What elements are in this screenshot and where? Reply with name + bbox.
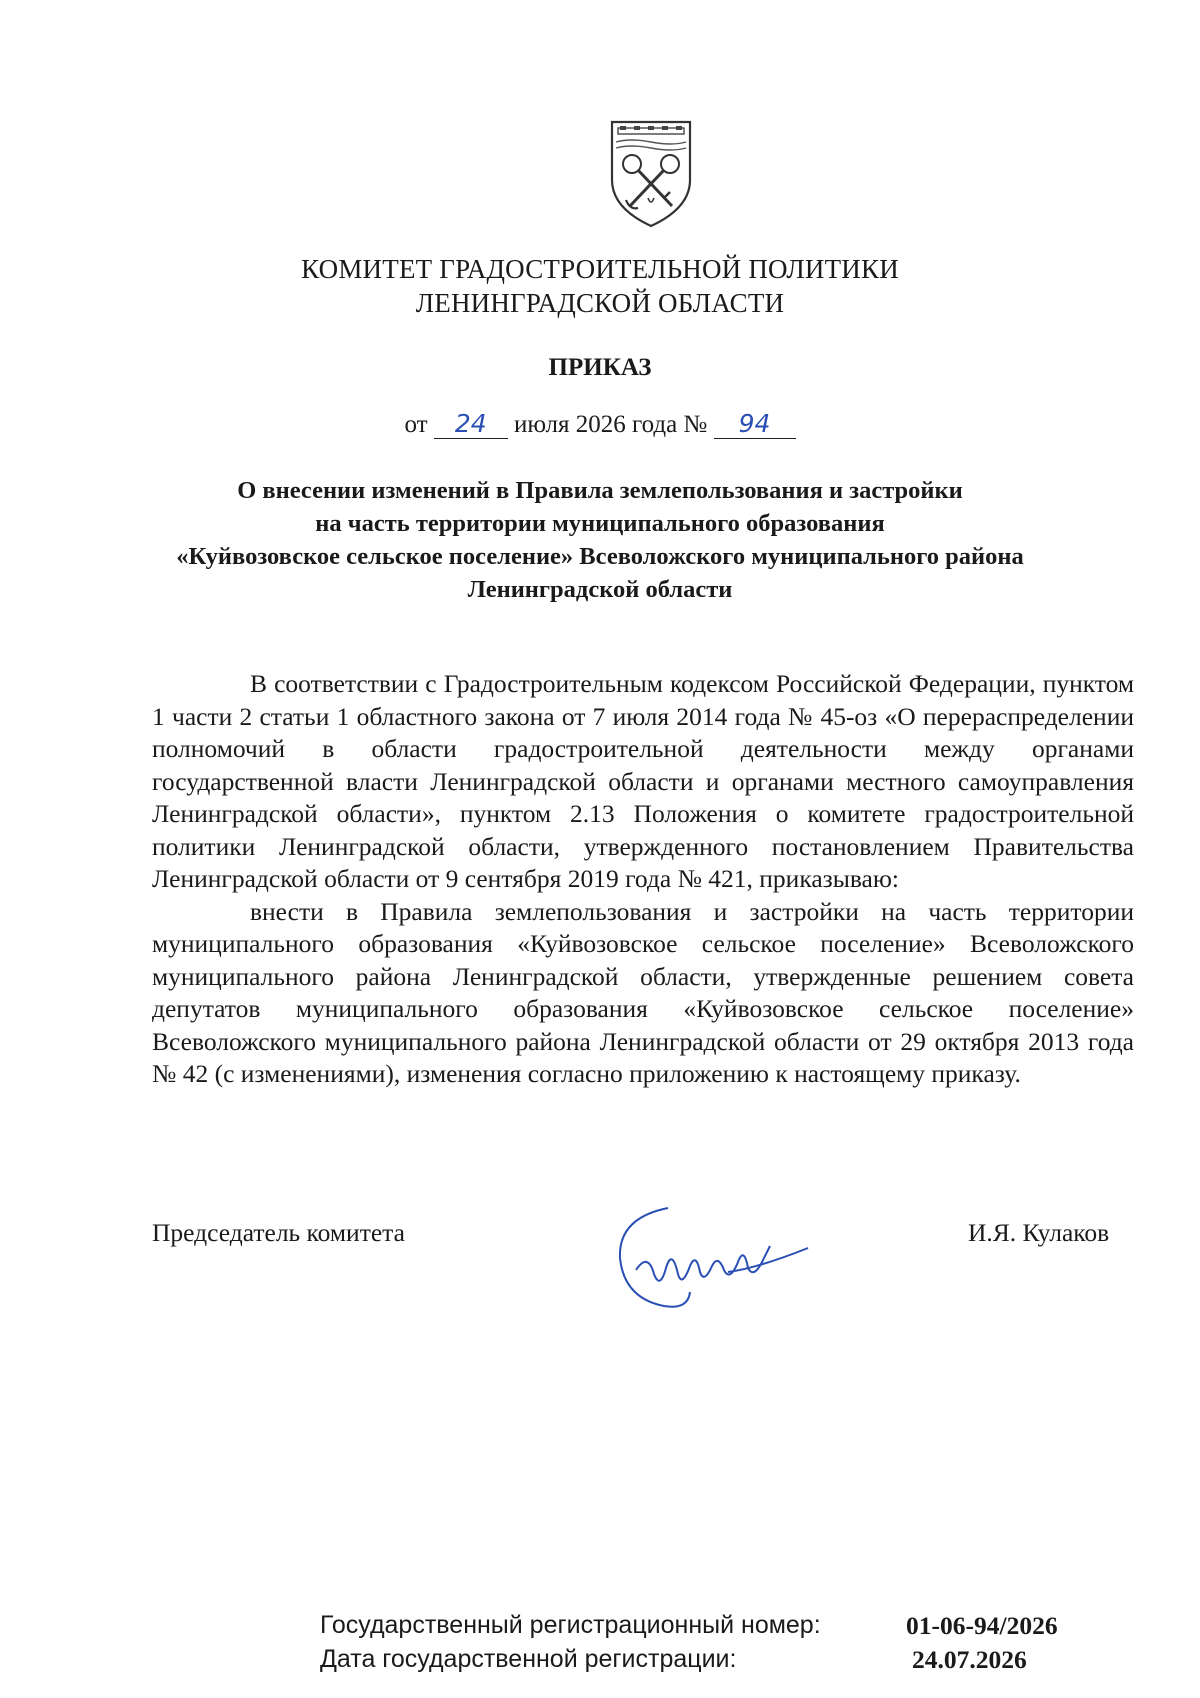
coat-of-arms-icon — [608, 118, 694, 230]
document-body — [152, 668, 1134, 1091]
body-paragraph-order: внести в Правила землепользования и застройки на часть территории муниципального образования «Куйвозовское сельское поселение» Всеволожского муниципального района Ленинградской области, утвержденные решением совета депутатов муниципального образования «Куйвозовское сельское поселение» Всеволожского муниципального района Ленинградской области от 29 октября 2013 года № 42 (с изменениями), изменения согласно приложению к настоящему приказу. — [152, 896, 1134, 1088]
date-number-line — [0, 410, 1200, 439]
handwritten-day: 24 — [434, 410, 508, 439]
signer-name: И.Я. Кулаков — [968, 1218, 1110, 1247]
document-title — [140, 474, 1060, 606]
body-paragraph-preamble: В соответствии с Градостроительным кодексом Российской Федерации, пунктом 1 части 2 статьи 1 областного закона от 7 июля 2014 года № 45-оз «О перераспределении полномочий в области градостроительной деятельности между органами государственной власти Ленинградской области и органами местного самоуправления Ленинградской области», пунктом 2.13 Положения о комитете градостроительной политики Ленинградской области, утвержденного постановлением Правительства Ленинградской области от 9 сентября 2019 года № 421, приказываю: — [152, 669, 1134, 893]
title-line: «Куйвозовское сельское поселение» Всеволожского муниципального района — [176, 543, 1024, 570]
signer-position: Председатель комитета — [152, 1218, 405, 1247]
title-line: на часть территории муниципального образования — [315, 510, 885, 537]
signature-icon — [608, 1188, 818, 1318]
organization-name: КОМИТЕТ ГРАДОСТРОИТЕЛЬНОЙ ПОЛИТИКИ — [301, 254, 899, 284]
registration-number-value: 01-06-94/2026 — [906, 1611, 1058, 1640]
registration-date-value: 24.07.2026 — [912, 1645, 1027, 1674]
registration-date-label: Дата государственной регистрации: — [320, 1645, 737, 1673]
title-line: Ленинградской области — [467, 576, 733, 603]
organization-region: ЛЕНИНГРАДСКОЙ ОБЛАСТИ — [415, 288, 785, 318]
date-prefix: от — [404, 411, 428, 438]
date-month-year: июля 2026 года № — [514, 411, 708, 438]
handwritten-number: 94 — [714, 410, 796, 439]
title-line: О внесении изменений в Правила землепользования и застройки — [237, 477, 963, 504]
registration-number-label: Государственный регистрационный номер: — [320, 1611, 821, 1639]
document-type: ПРИКАЗ — [548, 354, 652, 381]
